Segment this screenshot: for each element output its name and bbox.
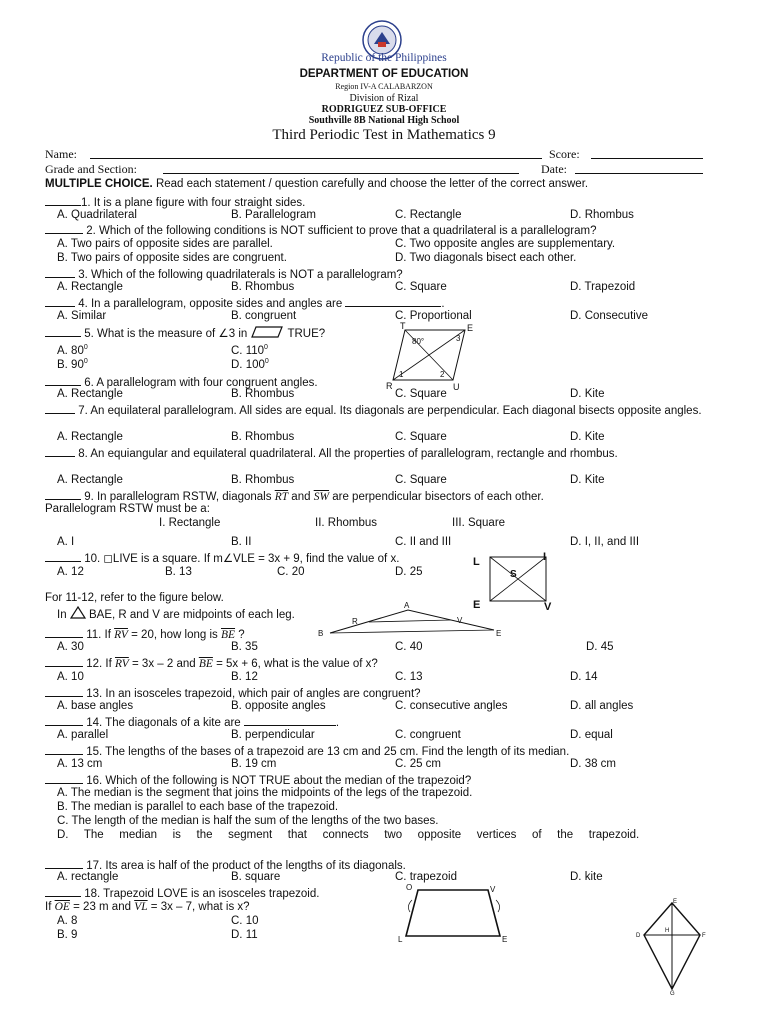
choice-8a: A. Rectangle [57,474,123,486]
fig18-vertex-e: E [502,935,508,944]
choice-13b: B. opposite angles [231,700,326,712]
question-11-text-c: ? [235,629,245,641]
choice-3d: D. Trapezoid [570,281,636,293]
choice-5b-text: B. 90 [57,358,84,371]
test-title: Third Periodic Test in Mathematics 9 [272,127,496,143]
choice-9a: A. I [57,536,75,548]
answer-blank-15[interactable] [45,743,83,755]
question-2-text: 2. Which of the following conditions is NOT sufficient to prove that a quadrilateral is a parallelogram? [83,225,597,237]
question-18-line2 [45,900,725,915]
kite-figure [632,895,712,995]
choice-5d-text: D. 100 [231,358,265,371]
question-18-line2b: = 23 m and [69,901,135,913]
instructions [45,177,725,192]
choice-7c: C. Square [395,431,447,443]
option-16a-row [45,786,725,801]
fill-blank-14[interactable] [244,714,336,726]
question-10 [45,550,725,565]
question-9-mid: and [288,491,314,503]
choice-5c-text: C. 110 [231,344,265,357]
fig18-vertex-v: V [490,885,496,894]
grade-label: Grade and Section: [45,162,137,176]
question-18-line2c: = 3x – 7, what is x? [147,901,250,913]
degree-mark: 0 [264,358,269,365]
answer-blank-7[interactable] [45,402,75,414]
choice-10b: B. 13 [165,566,192,578]
choice-7b: B. Rhombus [231,431,295,443]
kite-vertex-f: F [702,933,706,939]
choice-1a: A. Quadrilateral [57,209,137,221]
question-12-text-a: 12. If [83,658,115,670]
choice-17a: A. rectangle [57,871,119,883]
question-9-line2 [45,502,725,517]
question-18-text: 18. Trapezoid LOVE is an isosceles trapezoid. [81,888,320,900]
question-15-text: 15. The lengths of the bases of a trapezoid are 13 cm and 25 cm. Find the length of its median. [83,746,570,758]
fig11-vertex-e: E [496,629,502,638]
choice-15c: C. 25 cm [395,758,442,770]
republic-line: Republic of the Philippines [321,52,447,64]
question-12-text-b: = 3x – 2 and [128,658,199,670]
name-row [45,147,725,162]
fig18-vertex-l: L [398,935,403,944]
choice-10c: C. 20 [277,566,305,578]
question-9-choices [45,535,725,550]
choice-5d [231,354,269,373]
fig10-vertex-l: L [473,556,480,568]
question-2 [45,222,725,237]
choice-14c: C. congruent [395,729,461,741]
choice-6d: D. Kite [570,388,605,400]
choice-18b: B. 9 [57,929,78,941]
question-13-text: 13. In an isosceles trapezoid, which pair of angles are congruent? [83,688,421,700]
choice-1d: D. Rhombus [570,209,634,221]
choice-9b: B. II [231,536,252,548]
choice-13a: A. base angles [57,700,134,712]
choice-18d: D. 11 [231,929,258,941]
choice-11b: B. 35 [231,641,258,653]
question-18-choices-row1 [45,914,725,929]
question-3-choices [45,280,725,295]
choice-4c: C. Proportional [395,310,472,322]
degree-mark: 0 [264,344,268,351]
answer-blank-10[interactable] [45,550,81,562]
choice-2c: C. Two opposite angles are supplementary. [395,238,616,250]
question-18 [45,885,725,900]
answer-blank-14[interactable] [45,714,83,726]
question-4 [45,295,725,310]
choice-1b: B. Parallelogram [231,209,317,221]
fig11-vertex-a: A [404,601,410,610]
department-line: DEPARTMENT OF EDUCATION [299,68,469,80]
fig5-angle-1: 1 [399,370,404,379]
question-9-text-b: are perpendicular bisectors of each other. [329,491,544,503]
segment-sw: $\overline{SW}$ [313,491,330,503]
choice-18c: C. 10 [231,915,259,927]
option-16d: D. The median is the segment that connects two opposite vertices of the trapezoid. [57,829,640,841]
question-18-choices-row2 [45,928,725,943]
choice-6c: C. Square [395,388,447,400]
date-label: Date: [541,162,567,176]
question-6-choices [45,387,725,402]
answer-blank-18[interactable] [45,885,81,897]
score-field[interactable] [591,147,703,159]
answer-blank-12[interactable] [45,655,83,667]
trapezoid-love-figure [396,880,516,946]
choice-9c: C. II and III [395,536,452,548]
question-16-text: 16. Which of the following is NOT TRUE about the median of the trapezoid? [83,775,472,787]
question-13 [45,685,725,700]
choice-12d: D. 14 [570,671,598,683]
question-16 [45,772,725,787]
segment-oe: $\overline{OE}$ [54,901,70,913]
answer-blank-17[interactable] [45,857,83,869]
question-9 [45,488,725,503]
question-11-text-b: = 20, how long is [127,629,221,641]
fig5-vertex-r: R [386,381,393,391]
question-2-choices-row2 [45,251,725,266]
question-8-choices [45,473,725,488]
choice-12a: A. 10 [57,671,84,683]
question-7 [45,402,725,418]
question-5-text-a: 5. What is the measure of ∠3 in [81,328,251,340]
question-12-choices [45,670,725,685]
choice-3a: A. Rectangle [57,281,123,293]
choice-6b: B. Rhombus [231,388,295,400]
kite-vertex-e: E [673,899,678,905]
question-3-text: 3. Which of the following quadrilaterals is NOT a parallelogram? [75,269,403,281]
option-9-i: I. Rectangle [159,517,221,529]
question-1-choices [45,208,725,223]
fig5-vertex-u: U [453,382,460,392]
question-14-choices [45,728,725,743]
choice-15a: A. 13 cm [57,758,103,770]
question-9-options [45,516,725,531]
choice-10d: D. 25 [395,566,423,578]
question-17-text: 17. Its area is half of the product of the lengths of its diagonals. [83,860,406,872]
question-17-choices [45,870,725,885]
question-14 [45,714,725,729]
fig5-vertex-e: E [467,323,473,333]
fig5-angle-3: 3 [456,334,461,343]
choice-11d: D. 45 [586,641,614,653]
fig11-point-r: R [352,617,358,626]
question-12 [45,655,725,670]
option-16c-row [45,814,725,829]
choice-1c: C. Rectangle [395,209,462,221]
grade-field[interactable] [163,162,519,174]
question-1-text: 1. It is a plane figure with four straight sides. [81,197,306,209]
question-10-choices [45,565,725,580]
question-11-choices [45,640,725,655]
choice-12b: B. 12 [231,671,258,683]
choice-2b: B. Two pairs of opposite sides are congruent. [57,252,287,264]
question-5-text-b: TRUE? [284,328,326,340]
answer-blank-1[interactable] [45,194,81,206]
degree-mark: 0 [83,358,88,365]
question-8 [45,445,725,461]
option-16b-row [45,800,725,815]
choice-3c: C. Square [395,281,447,293]
question-3 [45,266,725,281]
segment-be: $\overline{BE}$ [220,629,236,641]
choice-7d: D. Kite [570,431,605,443]
degree-mark: 0 [83,344,88,351]
fig5-vertex-t: T [400,321,406,331]
choice-8c: C. Square [395,474,447,486]
kite-vertex-d: D [636,933,641,939]
choice-18a: A. 8 [57,915,78,927]
choice-2a: A. Two pairs of opposite sides are parallel. [57,238,273,250]
question-1 [45,194,725,209]
question-12-text-c: = 5x + 6, what is the value of x? [212,658,378,670]
fig11-vertex-b: B [318,629,324,638]
question-7-choices [45,430,725,445]
fig10-vertex-v: V [544,601,552,613]
question-13-choices [45,699,725,714]
choice-3b: B. Rhombus [231,281,295,293]
segment-rv: $\overline{RV}$ [114,629,128,641]
question-14-text: 14. The diagonals of a kite are [83,717,244,729]
question-15-choices [45,757,725,772]
date-field[interactable] [575,162,703,174]
question-6-text: 6. A parallelogram with four congruent angles. [81,377,318,389]
fig5-angle-80: 80° [412,337,425,346]
choice-12c: C. 13 [395,671,423,683]
choice-15d: D. 38 cm [570,758,617,770]
question-4-text: 4. In a parallelogram, opposite sides and angles are [75,298,346,310]
segment-rt: $\overline{RT}$ [274,491,289,503]
choice-7a: A. Rectangle [57,431,123,443]
choice-17d: D. kite [570,871,603,883]
choice-11a: A. 30 [57,641,84,653]
choice-5a-text: A. 80 [57,344,84,357]
kite-vertex-g: G [670,991,675,995]
choice-9d: D. I, II, and III [570,536,640,548]
segment-be: $\overline{BE}$ [198,658,213,670]
answer-blank-11[interactable] [45,626,83,638]
option-16a: A. The median is the segment that joins the midpoints of the legs of the trapezoid. [57,787,473,799]
fig5-angle-2: 2 [440,370,445,379]
answer-blank-13[interactable] [45,685,83,697]
question-4-tail: . [441,298,445,310]
instructions-heading: MULTIPLE CHOICE. [45,178,153,190]
choice-13d: D. all angles [570,700,634,712]
choice-5b [57,354,88,373]
choice-14a: A. parallel [57,729,109,741]
choice-14d: D. equal [570,729,613,741]
name-field[interactable] [90,147,542,159]
question-18-line2a: If [45,901,55,913]
choice-17c: C. trapezoid [395,871,458,883]
choice-4a: A. Similar [57,310,107,322]
option-16c: C. The length of the median is half the sum of the lengths of the two bases. [57,815,439,827]
question-11-text-a: 11. If [83,629,115,641]
fig10-vertex-e: E [473,599,481,611]
kite-center-h: H [665,928,670,934]
choice-6a: A. Rectangle [57,388,123,400]
question-15 [45,743,725,758]
region-line: Region IV-A CALABARZON [335,82,433,91]
answer-blank-16[interactable] [45,772,83,784]
triangle-icon [70,606,86,619]
score-label: Score: [549,147,580,161]
instructions-text: Read each statement / question carefully and choose the letter of the correct answer. [152,178,589,190]
division-line: Division of Rizal [349,93,419,104]
question-8-text: 8. An equiangular and equilateral quadrilateral. All the properties of parallelogram, rectangle and rhombus. [75,448,618,460]
parallelogram-icon [250,326,284,338]
answer-blank-6[interactable] [45,374,81,386]
choice-2d: D. Two diagonals bisect each other. [395,252,577,264]
choice-14b: B. perpendicular [231,729,315,741]
choice-8d: D. Kite [570,474,605,486]
answer-blank-9[interactable] [45,488,81,500]
segment-vl: $\overline{VL}$ [134,901,148,913]
option-16d-row [45,828,725,843]
fig18-vertex-o: O [406,883,413,892]
question-2-choices-row1 [45,237,725,252]
choice-4d: D. Consecutive [570,310,648,322]
reference-line2a: In [57,609,70,621]
suboffice-line: RODRIGUEZ SUB-OFFICE [321,104,447,115]
school-line: Southville 8B National High School [308,115,460,126]
option-16b: B. The median is parallel to each base of the trapezoid. [57,801,339,813]
choice-13c: C. consecutive angles [395,700,508,712]
option-9-ii: II. Rhombus [315,517,377,529]
answer-blank-2[interactable] [45,222,83,234]
grade-row [45,162,725,177]
option-9-iii: III. Square [452,517,506,529]
choice-17b: B. square [231,871,281,883]
fig11-point-v: V [457,616,463,625]
answer-blank-8[interactable] [45,445,75,457]
choice-4b: B. congruent [231,310,297,322]
reference-line2b: BAE, R and V are midpoints of each leg. [85,609,295,621]
question-9-text-a: 9. In parallelogram RSTW, diagonals [81,491,275,503]
question-10-text: 10. ◻LIVE is a square. If m∠VLE = 3x + 9, find the value of x. [81,553,400,565]
question-11 [45,626,725,641]
segment-rv: $\overline{RV}$ [114,658,129,670]
reference-line1: For 11-12, refer to the figure below. [45,592,224,604]
choice-11c: C. 40 [395,641,423,653]
choice-15b: B. 19 cm [231,758,277,770]
choice-8b: B. Rhombus [231,474,295,486]
answer-blank-5[interactable] [45,325,81,337]
question-9-line2-text: Parallelogram RSTW must be a: [45,503,210,515]
fill-blank-4[interactable] [345,295,441,307]
question-7-text: 7. An equilateral parallelogram. All sides are equal. Its diagonals are perpendicular. Each diagonal bisects opposite angles. [75,405,702,417]
answer-blank-3[interactable] [45,266,75,278]
answer-blank-4[interactable] [45,295,75,307]
fig10-vertex-i: I [543,551,547,563]
fig10-center-s: S [510,569,517,580]
choice-10a: A. 12 [57,566,84,578]
question-14-tail: . [335,717,340,729]
name-label: Name: [45,147,77,161]
